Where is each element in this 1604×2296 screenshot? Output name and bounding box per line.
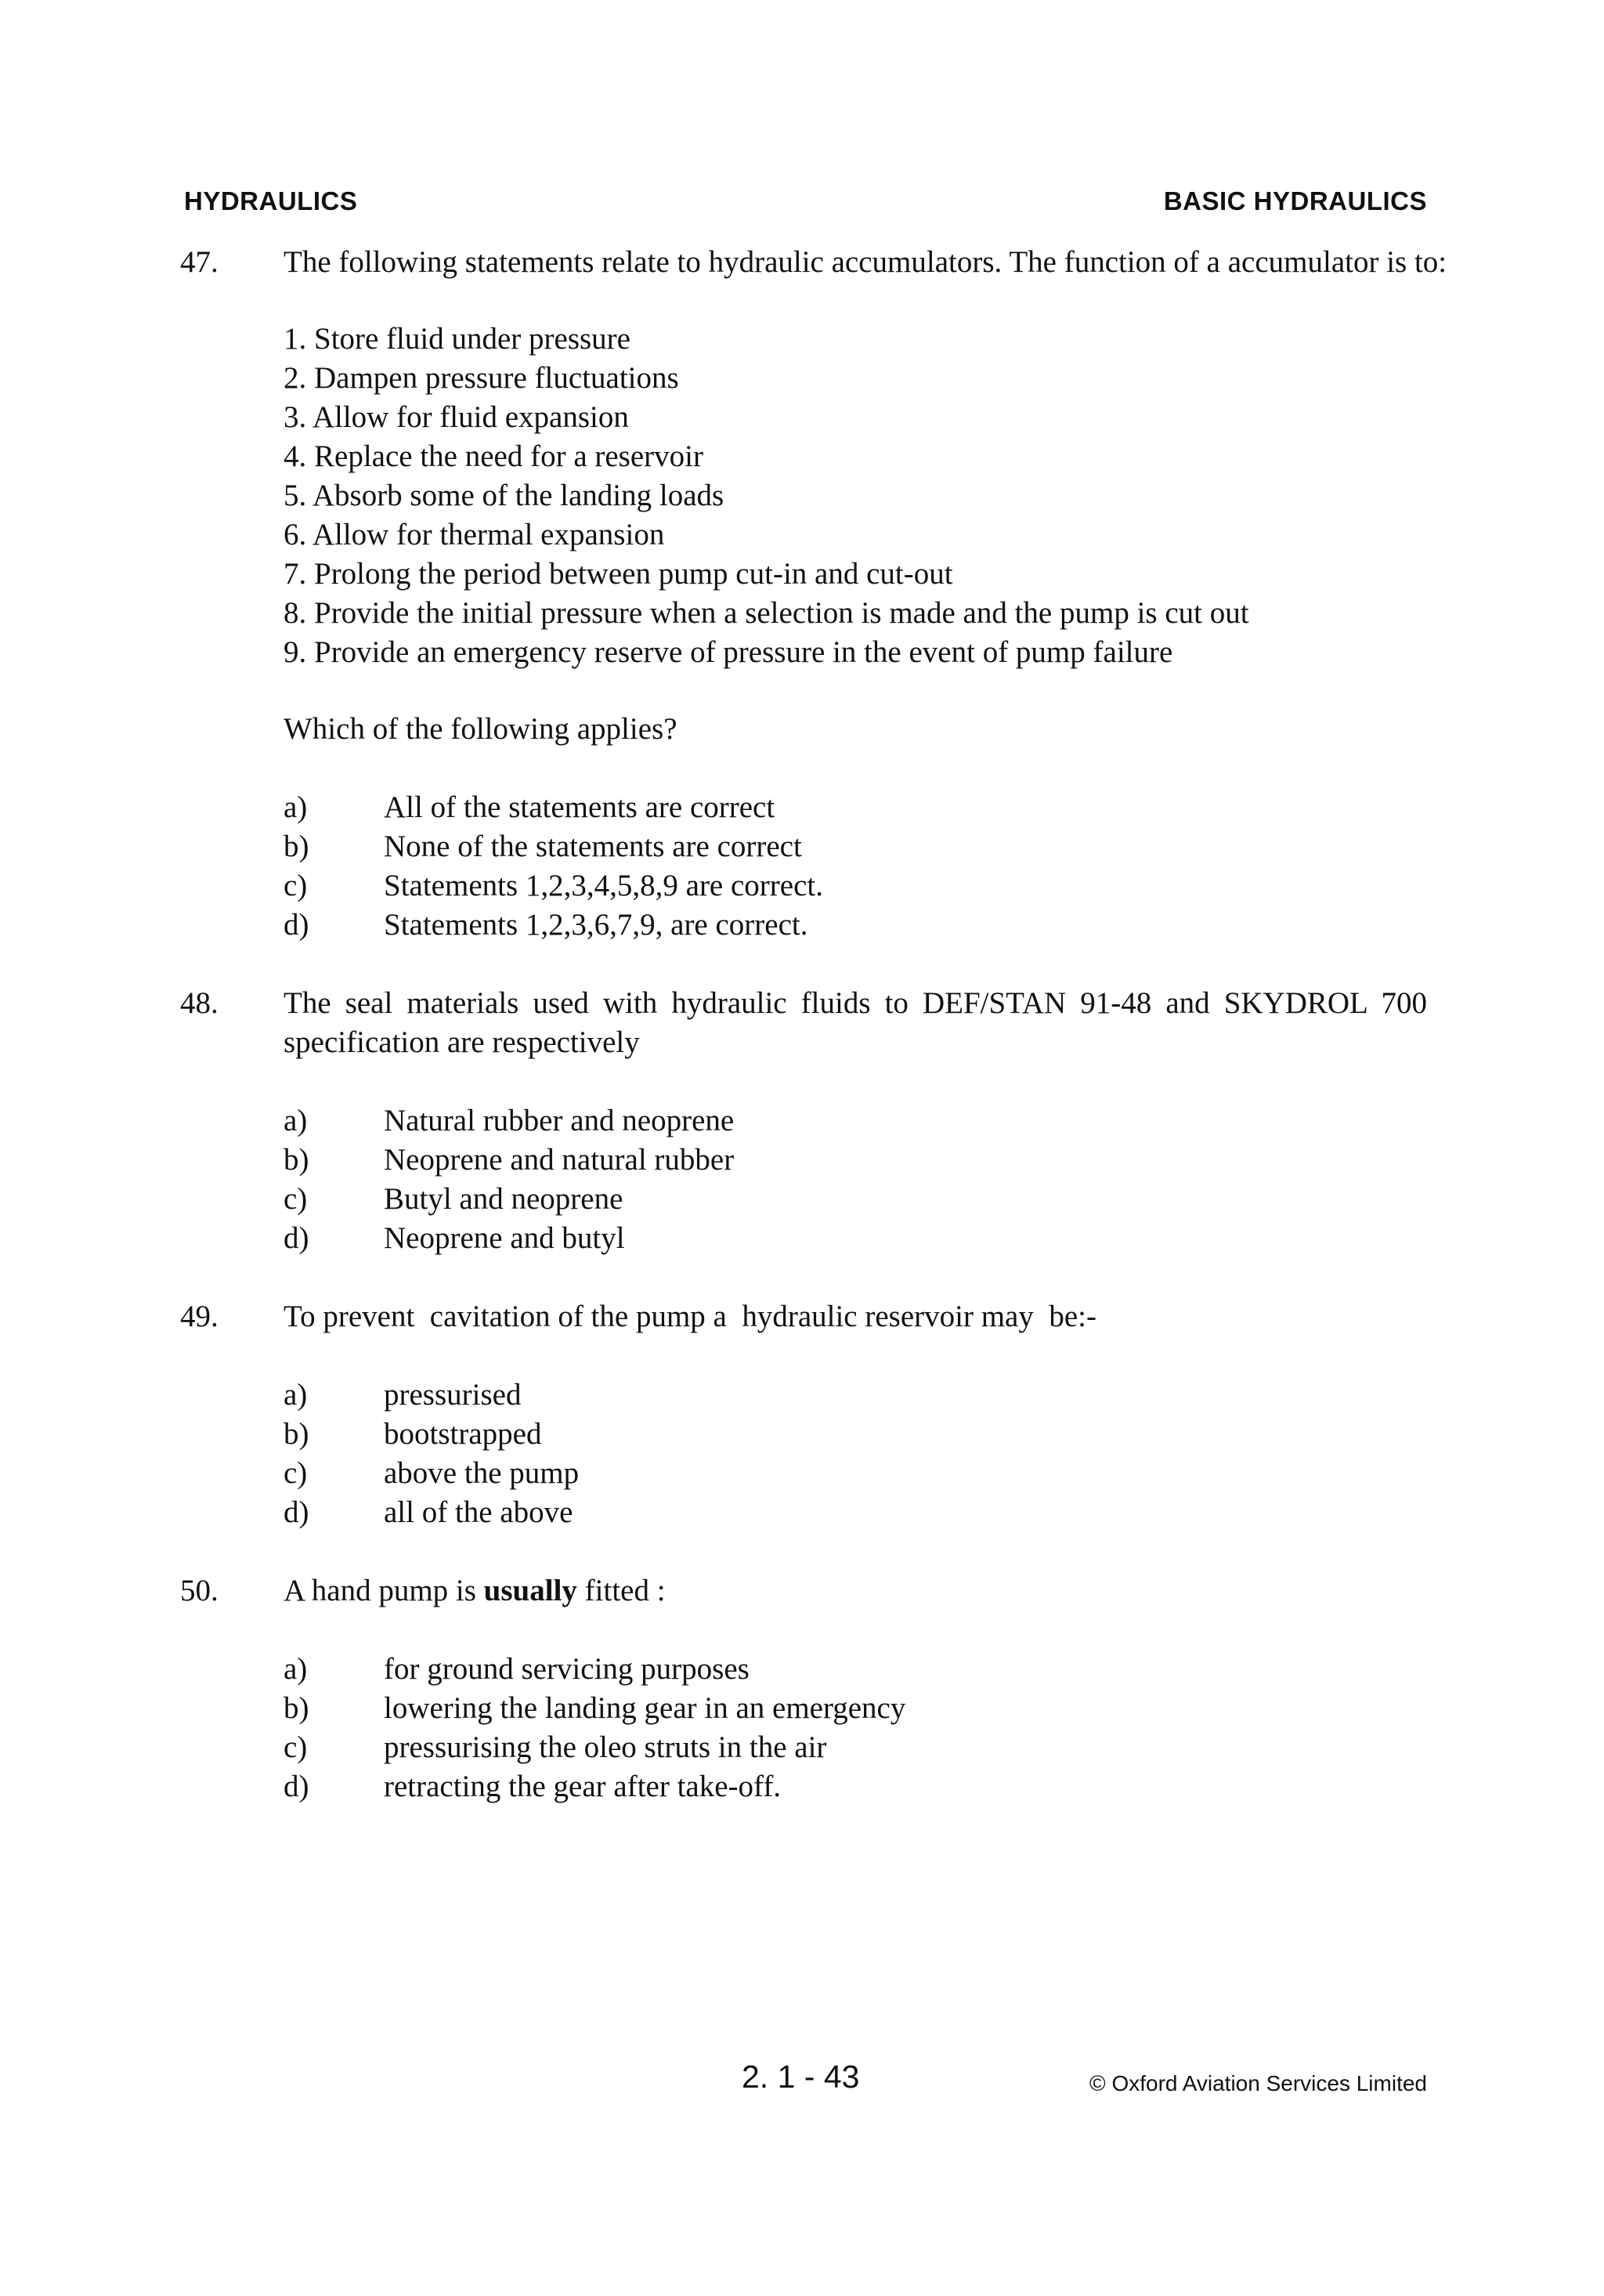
statement-item: 2. Dampen pressure fluctuations [284, 361, 679, 395]
question-number: 50. [180, 1574, 219, 1607]
statement-item: 6. Allow for thermal expansion [284, 518, 665, 551]
question-text: To prevent cavitation of the pump a hydraulic reservoir may be:- [284, 1300, 1096, 1333]
copyright-notice: © Oxford Aviation Services Limited [1089, 2071, 1427, 2095]
answer-option[interactable] [284, 866, 823, 906]
answer-options [284, 1101, 734, 1258]
option-letter: b) [284, 830, 309, 863]
answer-option[interactable] [284, 1454, 579, 1493]
statement-item: 8. Provide the initial pressure when a selection is made and the pump is cut out [284, 596, 1249, 630]
option-letter: b) [284, 1691, 309, 1725]
option-letter: c) [284, 1730, 308, 1764]
question-prompt: Which of the following applies? [284, 712, 677, 746]
question-text: The following statements relate to hydraulic accumulators. The function of a accumulator is to: [284, 245, 1447, 279]
answer-option[interactable] [284, 1180, 734, 1219]
option-letter: a) [284, 1378, 308, 1412]
answer-options [284, 1650, 905, 1806]
question-text-start: A hand pump is [284, 1574, 484, 1607]
option-text: Neoprene and butyl [384, 1221, 625, 1255]
option-text: pressurised [384, 1378, 522, 1412]
option-text: pressurising the oleo struts in the air [384, 1730, 827, 1764]
question-text: The seal materials used with hydraulic fluids to DEF/STAN 91-48 and SKYDROL 700 specification are respectively [284, 986, 1427, 1059]
answer-option[interactable] [284, 1101, 734, 1141]
question-number: 47. [180, 245, 219, 279]
answer-option[interactable] [284, 827, 823, 866]
option-text: Statements 1,2,3,6,7,9, are correct. [384, 908, 808, 942]
option-text: bootstrapped [384, 1417, 542, 1451]
answer-options [284, 1376, 579, 1532]
header-subject: HYDRAULICS [184, 186, 358, 215]
option-letter: b) [284, 1417, 309, 1451]
option-letter: d) [284, 908, 309, 942]
option-text: lowering the landing gear in an emergency [384, 1691, 906, 1725]
header-section: BASIC HYDRAULICS [1163, 186, 1427, 215]
question-text [284, 1571, 1427, 1611]
answer-option[interactable] [284, 906, 823, 945]
option-text: Butyl and neoprene [384, 1182, 623, 1216]
option-letter: d) [284, 1221, 309, 1255]
option-letter: d) [284, 1495, 309, 1529]
answer-option[interactable] [284, 1728, 905, 1767]
option-letter: c) [284, 1456, 308, 1490]
statement-list [284, 320, 1249, 672]
statement-item: 5. Absorb some of the landing loads [284, 479, 724, 512]
answer-options [284, 788, 823, 945]
question-text-emphasis: usually [483, 1574, 577, 1607]
option-letter: c) [284, 869, 308, 902]
option-text: None of the statements are correct [384, 830, 802, 863]
answer-option[interactable] [284, 1141, 734, 1180]
option-letter: c) [284, 1182, 308, 1216]
option-text: Natural rubber and neoprene [384, 1104, 735, 1137]
answer-option[interactable] [284, 1493, 579, 1532]
answer-option[interactable] [284, 1767, 905, 1806]
option-letter: d) [284, 1770, 309, 1803]
option-text: for ground servicing purposes [384, 1652, 750, 1686]
statement-item: 7. Prolong the period between pump cut-in and cut-out [284, 557, 953, 591]
answer-option[interactable] [284, 1376, 579, 1415]
option-text: Neoprene and natural rubber [384, 1143, 735, 1177]
question-number: 48. [180, 986, 219, 1020]
option-text: all of the above [384, 1495, 573, 1529]
question-number: 49. [180, 1300, 219, 1333]
answer-option[interactable] [284, 1689, 905, 1728]
question-text-end: fitted : [576, 1574, 666, 1607]
option-letter: a) [284, 1104, 308, 1137]
option-letter: b) [284, 1143, 309, 1177]
answer-option[interactable] [284, 1650, 905, 1689]
statement-item: 4. Replace the need for a reservoir [284, 439, 703, 473]
page-number: 2. 1 - 43 [742, 2059, 860, 2095]
statement-item: 1. Store fluid under pressure [284, 322, 630, 356]
option-text: All of the statements are correct [384, 790, 775, 824]
option-text: Statements 1,2,3,4,5,8,9 are correct. [384, 869, 823, 902]
option-text: retracting the gear after take-off. [384, 1770, 782, 1803]
option-text: above the pump [384, 1456, 580, 1490]
option-letter: a) [284, 1652, 308, 1686]
option-letter: a) [284, 790, 308, 824]
answer-option[interactable] [284, 1415, 579, 1454]
answer-option[interactable] [284, 788, 823, 827]
answer-option[interactable] [284, 1219, 734, 1258]
statement-item: 9. Provide an emergency reserve of pressure in the event of pump failure [284, 635, 1173, 669]
statement-item: 3. Allow for fluid expansion [284, 400, 629, 434]
